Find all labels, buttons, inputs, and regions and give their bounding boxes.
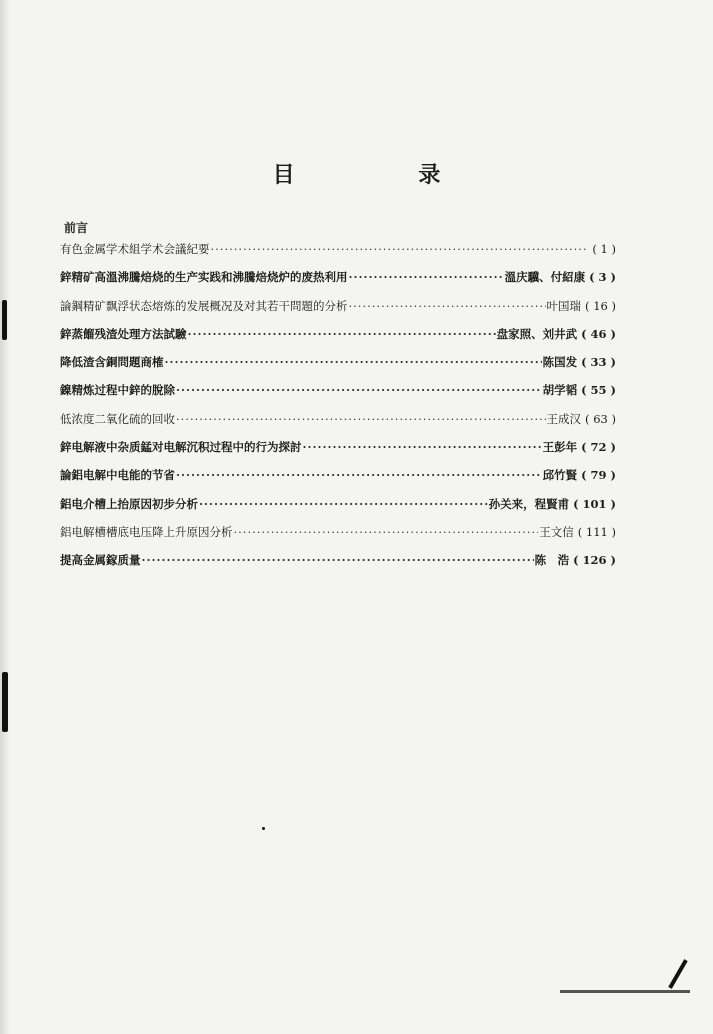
toc-entry-title: 鋅精矿高溫沸騰焙烧的生产实践和沸騰焙烧炉的废热利用 bbox=[60, 270, 348, 285]
toc-entry bbox=[60, 382, 616, 410]
toc-leader-dots bbox=[176, 383, 542, 397]
scan-mark-left-bottom bbox=[2, 672, 8, 732]
toc-leader-dots bbox=[349, 299, 546, 313]
toc-leader-dots bbox=[188, 327, 496, 341]
toc-entry bbox=[60, 326, 616, 354]
toc-entry-author: 叶国瑞 bbox=[546, 298, 582, 313]
toc-entry-page: ( 3 ) bbox=[589, 270, 616, 284]
toc-entry-author: 胡学韬 bbox=[542, 383, 578, 398]
toc-entry-page: ( 16 ) bbox=[585, 299, 616, 313]
page-edge-shadow bbox=[0, 0, 10, 1034]
toc-entry-title: 鋅电解液中杂质錳对电解沉积过程中的行为探討 bbox=[60, 440, 302, 455]
scan-mark-bottom-right bbox=[668, 959, 687, 989]
toc-leader-dots bbox=[165, 355, 542, 369]
toc-leader-dots bbox=[176, 412, 546, 426]
toc-entry-author: 溫庆驥、付紹康 bbox=[504, 270, 586, 285]
toc-leader-dots bbox=[142, 553, 534, 567]
toc-entry-page: ( 111 ) bbox=[578, 525, 616, 539]
toc-leader-dots bbox=[349, 270, 504, 284]
toc-entry-page: ( 1 ) bbox=[592, 242, 616, 256]
toc-leader-dots bbox=[211, 242, 588, 256]
toc-entry bbox=[60, 439, 616, 467]
toc-entry-title: 提高金属鎵质量 bbox=[60, 553, 141, 568]
toc-entry-page: ( 79 ) bbox=[581, 468, 616, 482]
toc-entry bbox=[60, 411, 616, 439]
toc-entry-author: 王彭年 bbox=[542, 440, 578, 455]
toc-entry-page: ( 63 ) bbox=[585, 412, 616, 426]
toc-entry-title: 鎳精炼过程中鋅的脫除 bbox=[60, 383, 175, 398]
toc-leader-dots bbox=[176, 468, 542, 482]
preface-label: 前言 bbox=[64, 221, 89, 235]
toc-entry-page: ( 101 ) bbox=[573, 497, 616, 511]
toc-leader-dots bbox=[303, 440, 542, 454]
toc-entry bbox=[60, 524, 616, 552]
toc-entry-author: 王成汉 bbox=[546, 411, 582, 426]
toc-leader-dots bbox=[234, 525, 539, 539]
toc-entry-title: 論鋼精矿飘浮状态熔炼的发展概况及对其若干問題的分析 bbox=[60, 298, 348, 313]
scan-mark-left-top bbox=[2, 300, 7, 340]
scan-dot bbox=[262, 827, 265, 830]
toc-entry-author: 孙关来，程賢甫 bbox=[488, 496, 570, 511]
toc-entry-title: 論鋁电解中电能的节省 bbox=[60, 468, 175, 483]
toc-entry-author: 王文信 bbox=[539, 524, 574, 539]
toc-leader-dots bbox=[199, 497, 488, 511]
table-of-contents bbox=[60, 241, 616, 581]
toc-entry-title: 低浓度二氧化硫的回收 bbox=[60, 411, 175, 426]
toc-entry-page: ( 46 ) bbox=[581, 327, 616, 341]
toc-entry-author: 陈 浩 bbox=[534, 553, 570, 568]
toc-entry-page: ( 33 ) bbox=[581, 355, 616, 369]
toc-entry-author: 陈国发 bbox=[542, 355, 578, 370]
toc-entry-title: 有色金属学术組学术会議紀要 bbox=[60, 242, 210, 256]
toc-entry bbox=[60, 496, 616, 524]
toc-entry-title: 降低渣含銅問題商榷 bbox=[60, 355, 164, 370]
toc-entry-page: ( 126 ) bbox=[573, 553, 616, 567]
page-title: 目 录 bbox=[272, 162, 499, 188]
toc-entry-title: 鋁电介槽上抬原因初步分析 bbox=[60, 496, 198, 511]
toc-entry-page: ( 55 ) bbox=[581, 383, 616, 397]
toc-entry-title: 鋁电解槽槽底电压降上升原因分析 bbox=[60, 524, 233, 539]
toc-entry bbox=[60, 467, 616, 495]
toc-entry-title: 鋅蒸餾残渣处理方法試驗 bbox=[60, 326, 187, 341]
toc-entry-page: ( 72 ) bbox=[581, 440, 616, 454]
scan-mark-bottom-edge bbox=[560, 990, 690, 993]
toc-entry bbox=[60, 269, 616, 297]
toc-entry-author: 盘家照、刘井武 bbox=[496, 326, 578, 341]
toc-entry bbox=[60, 552, 616, 580]
toc-entry bbox=[60, 241, 616, 269]
toc-entry-author: 邱竹賢 bbox=[542, 468, 578, 483]
toc-entry bbox=[60, 298, 616, 326]
toc-entry bbox=[60, 354, 616, 382]
